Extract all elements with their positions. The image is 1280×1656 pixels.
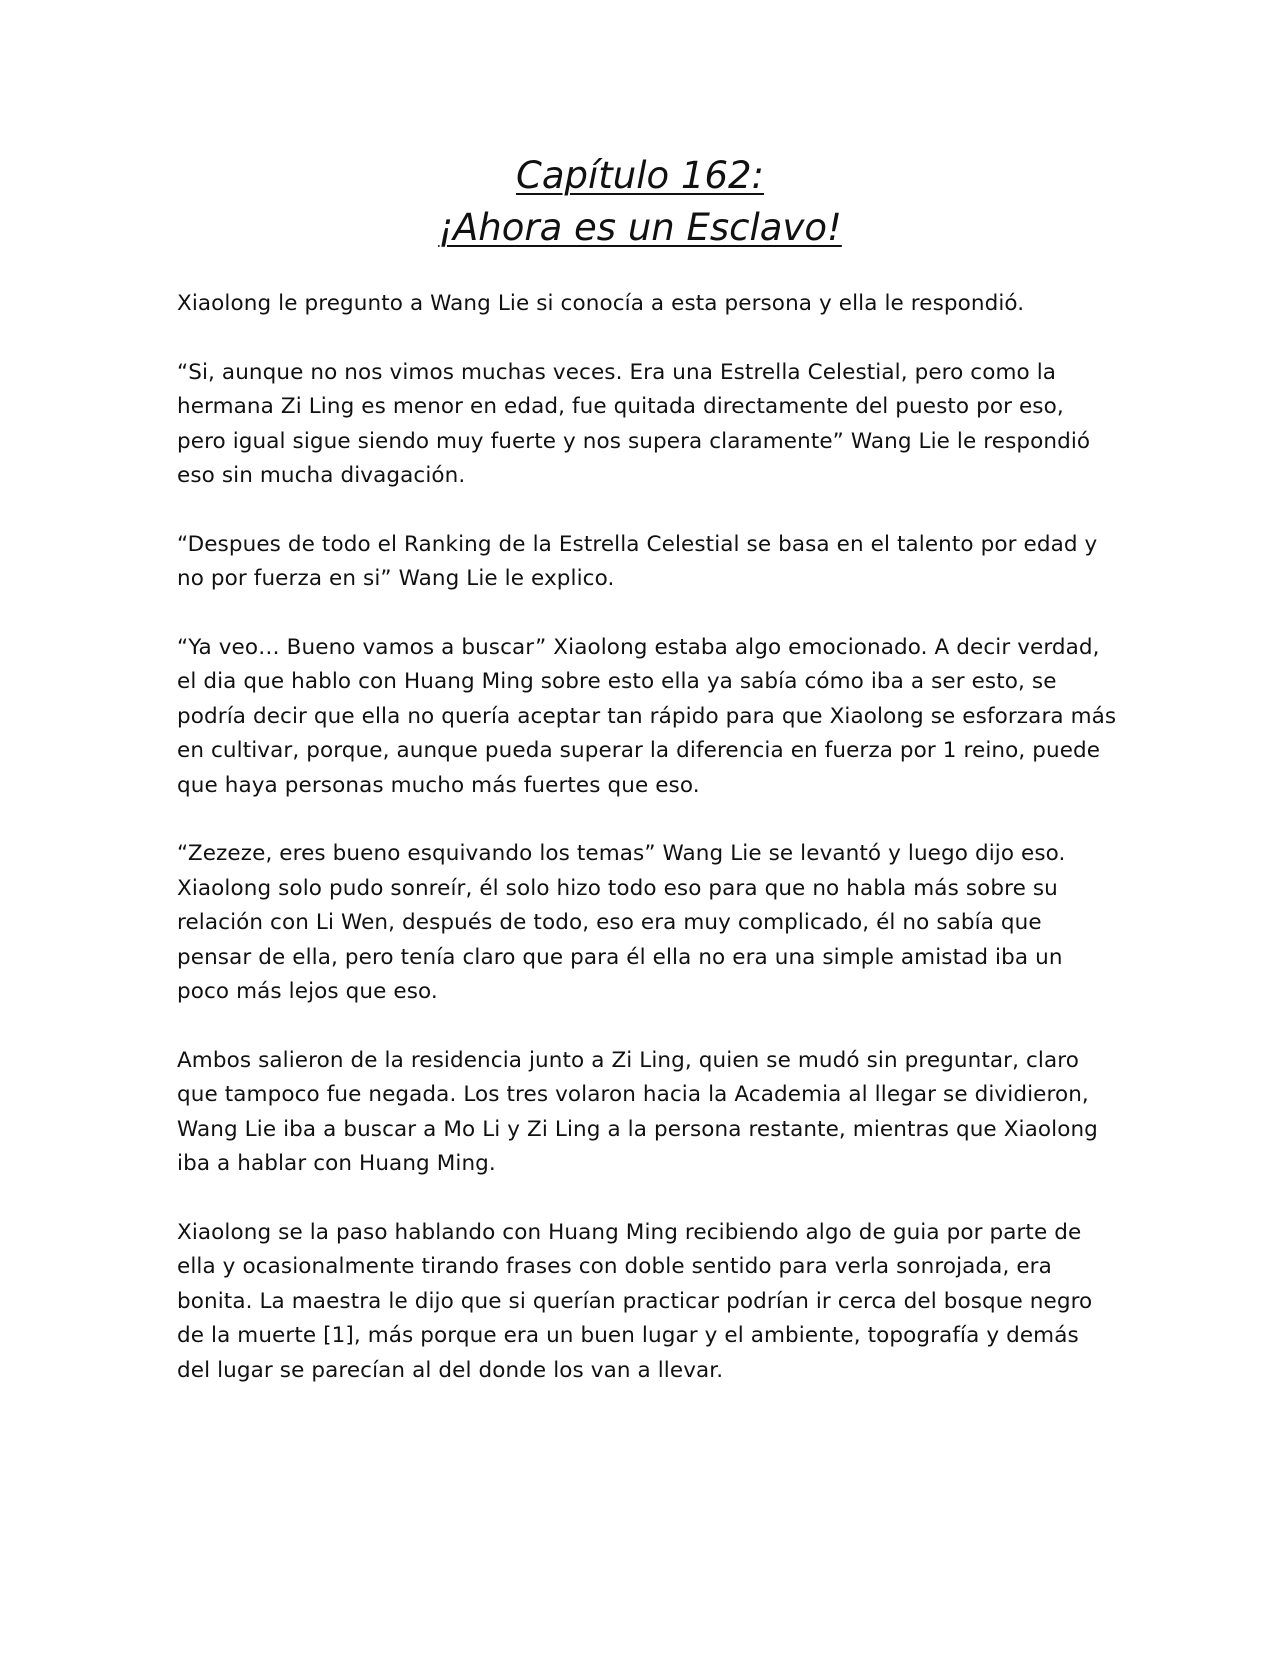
chapter-body xyxy=(177,287,1117,1422)
paragraph: Xiaolong le pregunto a Wang Lie si conocía a esta persona y ella le respondió. xyxy=(177,291,1025,316)
paragraph: “Ya veo… Bueno vamos a buscar” Xiaolong estaba algo emocionado. A decir verdad, el dia que hablo con Huang Ming sobre esto ella ya sabía cómo iba a ser esto, se podría decir que ella no quería aceptar tan rápido para que Xiaolong se esforzara más en cultivar, porque, aunque pueda superar la diferencia en fuerza por 1 reino, puede que haya personas mucho más fuertes que eso. xyxy=(177,634,1117,798)
chapter-title xyxy=(0,150,1280,254)
paragraph: Xiaolong se la paso hablando con Huang Ming recibiendo algo de guia por parte de ella y ocasionalmente tirando frases con doble sentido para verla sonrojada, era bonita. La maestra le dijo que si querían practicar podrían ir cerca del bosque negro de la muerte [1], más porque era un buen lugar y el ambiente, topografía y demás del lugar se parecían al del donde los van a llevar. xyxy=(177,1219,1093,1383)
paragraph: “Si, aunque no nos vimos muchas veces. Era una Estrella Celestial, pero como la hermana Zi Ling es menor en edad, fue quitada directamente del puesto por eso, pero igual sigue siendo muy fuerte y nos supera claramente” Wang Lie le respondió eso sin mucha divagación. xyxy=(177,359,1091,488)
paragraph: “Despues de todo el Ranking de la Estrella Celestial se basa en el talento por edad y no por fuerza en si” Wang Lie le explico. xyxy=(177,531,1098,591)
paragraph: “Zezeze, eres bueno esquivando los temas” Wang Lie se levantó y luego dijo eso. Xiaolong solo pudo sonreír, él solo hizo todo eso para que no habla más sobre su relación con Li Wen, después de todo, eso era muy complicado, él no sabía que pensar de ella, pero tenía claro que para él ella no era una simple amistad iba un poco más lejos que eso. xyxy=(177,841,1066,1004)
chapter-subtitle: ¡Ahora es un Esclavo! xyxy=(438,206,842,249)
paragraph: Ambos salieron de la residencia junto a Zi Ling, quien se mudó sin preguntar, claro que tampoco fue negada. Los tres volaron hacia la Academia al llegar se dividieron, Wang Lie iba a buscar a Mo Li y Zi Ling a la persona restante, mientras que Xiaolong iba a hablar con Huang Ming. xyxy=(177,1047,1098,1176)
chapter-number: Capítulo 162: xyxy=(516,154,764,197)
